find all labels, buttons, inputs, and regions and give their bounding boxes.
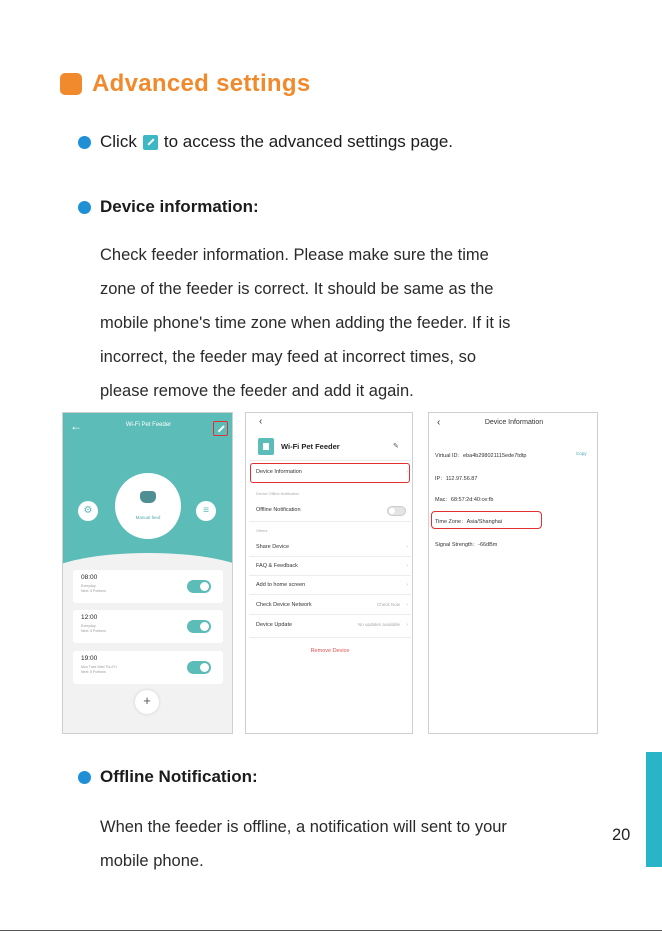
schedule-time: 08:00	[81, 574, 98, 581]
menu-faq[interactable]: FAQ & Feedback ›	[256, 563, 408, 569]
divider	[249, 594, 411, 595]
bullet-device-info	[78, 197, 259, 217]
highlight-box	[431, 511, 542, 529]
schedule-toggle[interactable]	[187, 580, 211, 593]
para-line: please remove the feeder and add it again.	[100, 382, 414, 400]
bullet-dot-icon	[78, 201, 91, 214]
device-info-paragraph	[100, 238, 600, 408]
bullet-click	[78, 132, 453, 152]
bullet-offline	[78, 767, 258, 787]
manual-feed-button[interactable]	[115, 473, 181, 539]
para-line: mobile phone.	[100, 852, 204, 870]
heading-text: Advanced settings	[92, 70, 311, 97]
heading-square-icon	[60, 73, 82, 95]
mac-address: Mac：68:57:2d:40:ce:fb	[435, 497, 494, 503]
screen-title: Device Information	[484, 419, 544, 426]
offline-title: Offline Notification:	[100, 767, 258, 786]
time-zone: Time Zone：Asia/Shanghai	[435, 519, 503, 525]
menu-device-information[interactable]: Device Information ›	[256, 469, 408, 475]
list-icon[interactable]: ≡	[196, 501, 216, 521]
para-line: mobile phone's time zone when adding the feeder. If it is	[100, 314, 511, 332]
divider	[249, 614, 411, 615]
divider	[249, 575, 411, 576]
screenshot-home	[62, 412, 233, 734]
pencil-icon[interactable]: ✎	[393, 443, 399, 450]
highlight-box	[250, 463, 410, 483]
schedule-next: Next: 5 Portions	[81, 589, 106, 593]
section-label: Others	[256, 529, 268, 533]
screenshot-settings	[245, 412, 413, 734]
edit-icon	[143, 135, 158, 150]
schedule-card[interactable]	[73, 651, 223, 684]
bottom-rule	[0, 930, 662, 931]
add-schedule-button[interactable]: +	[135, 690, 159, 714]
bowl-icon	[140, 491, 156, 503]
back-arrow-icon[interactable]: ‹	[259, 416, 263, 427]
schedule-repeat: Everyday	[81, 584, 96, 588]
bullet-dot-icon	[78, 771, 91, 784]
schedule-repeat: Mon Tues Wed Thu Fri	[81, 665, 117, 669]
ip-address: IP：112.97.56.87	[435, 476, 478, 482]
para-line: When the feeder is offline, a notification will sent to your	[100, 818, 507, 836]
back-arrow-icon[interactable]: ←	[70, 419, 82, 433]
para-line: incorrect, the feeder may feed at incorrect times, so	[100, 348, 476, 366]
schedule-card[interactable]	[73, 570, 223, 603]
side-tab-bar	[646, 752, 662, 867]
section-heading	[60, 70, 311, 98]
page-number: 20	[612, 826, 631, 844]
divider	[249, 460, 411, 461]
device-info-title: Device information:	[100, 197, 259, 216]
offline-paragraph	[100, 810, 600, 878]
schedule-next: Next: 5 Portions	[81, 670, 106, 674]
gear-icon[interactable]: ⚙	[78, 501, 98, 521]
click-text-after: to access the advanced settings page.	[163, 132, 454, 151]
menu-offline-notification[interactable]: Offline Notification	[256, 507, 301, 513]
schedule-card[interactable]	[73, 610, 223, 643]
device-name: Wi-Fi Pet Feeder	[281, 442, 340, 451]
remove-device-button[interactable]: Remove Device	[310, 648, 350, 654]
menu-add-home[interactable]: Add to home screen ›	[256, 582, 408, 588]
schedule-repeat: Everyday	[81, 624, 96, 628]
divider	[249, 637, 411, 638]
divider	[249, 556, 411, 557]
section-label: Device Offline Notification	[256, 492, 300, 496]
manual-feed-label: Manual feed	[135, 515, 161, 520]
schedule-toggle[interactable]	[187, 661, 211, 674]
back-arrow-icon[interactable]: ‹	[437, 417, 441, 428]
divider	[249, 521, 411, 522]
schedule-toggle[interactable]	[187, 620, 211, 633]
schedule-time: 19:00	[81, 655, 98, 662]
menu-share-device[interactable]: Share Device ›	[256, 544, 408, 550]
offline-toggle[interactable]	[387, 506, 406, 516]
virtual-id: Virtual ID：eba4b298021115ede7tdtp	[435, 453, 527, 459]
schedule-next: Next: 5 Portions	[81, 629, 106, 633]
bullet-dot-icon	[78, 136, 91, 149]
app-title: Wi-Fi Pet Feeder	[125, 422, 172, 428]
schedule-time: 12:00	[81, 614, 98, 621]
screenshot-device-info	[428, 412, 598, 734]
edit-icon[interactable]	[213, 421, 228, 436]
para-line: Check feeder information. Please make sure the time	[100, 246, 489, 264]
para-line: zone of the feeder is correct. It should be same as the	[100, 280, 494, 298]
menu-check-network[interactable]: Check Device Network Check Now ›	[256, 602, 408, 608]
copy-button[interactable]: Copy	[576, 451, 587, 456]
signal-strength: Signal Strength：-66dBm	[435, 542, 498, 548]
feeder-logo-icon	[258, 438, 274, 455]
click-text: Click	[100, 132, 137, 151]
menu-device-update[interactable]: Device Update No updates available ›	[256, 622, 408, 628]
